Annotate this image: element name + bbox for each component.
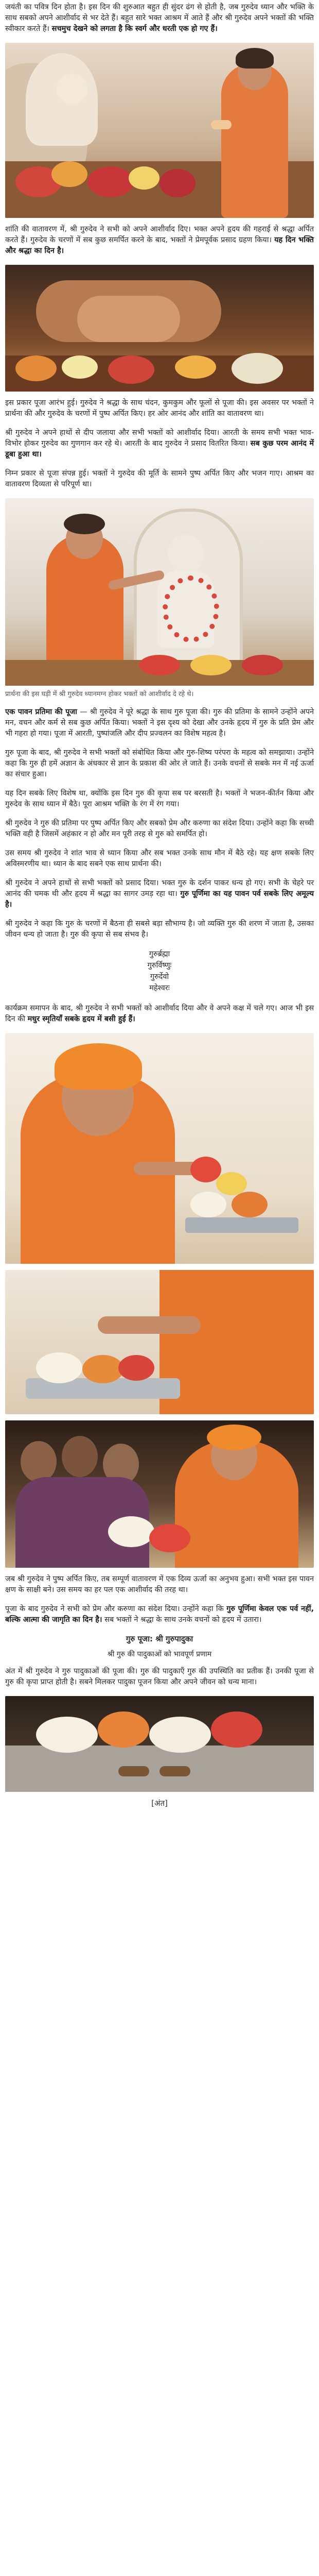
caption-1: प्रार्थना की इस घड़ी में श्री गुरुदेव ध्यानमग्न होकर भक्तों को आशीर्वाद दे रहे थे।: [5, 690, 194, 698]
section-subtitle: श्री गुरु की पादुकाओं को भावपूर्ण प्रणाम: [107, 1650, 212, 1658]
paragraph-2: [5, 398, 314, 419]
paragraph-6: [5, 748, 314, 780]
paragraph-15: [5, 1666, 314, 1688]
para14-text: पूजा के बाद गुरुदेव ने सभी को प्रेम और करुणा का संदेश दिया। उन्होंने कहा कि: [5, 1605, 224, 1613]
intro-highlight: सचमुच देखने को लगता है कि स्वर्ग और धरती एक हो गए हैं।: [51, 25, 218, 33]
para4-text: निम्न प्रकार से पूजा संपन्न हुई। भक्तों ने गुरुदेव की मूर्ति के सामने पुष्प अर्पित किए और भजन गाए। आश्रम का वातावरण दिव्यता से परिपूर्ण था।: [5, 469, 314, 488]
para10-highlight: गुरु पूर्णिमा का यह पावन पर्व सबके लिए अमूल्य है।: [5, 890, 314, 909]
para6-text: गुरु पूजा के बाद, श्री गुरुदेव ने सभी भक्तों को संबोधित किया और गुरु-शिष्य परंपरा के महत्व को समझाया। उन्होंने कहा कि गुरु ही हमें अज्ञान के अंधकार से ज्ञान के प्रकाश की ओर ले जाते हैं। उनके वचनों से सबके मन में नई ऊर्जा का संचार हुआ।: [5, 749, 314, 778]
intro-text: जयंती का पवित्र दिन होता है। इस दिन की शुरुआत बहुत ही सुंदर ढंग से होती है, जब गुरुदेव ध्यान और भक्ति के साथ सबको अपने आशीर्वाद से भर देते हैं। बहुत सारे भक्त आश्रम में आते हैं और श्री गुरुदेव अपने भक्तों की भक्ति स्वीकार करते हैं।: [5, 3, 314, 33]
paragraph-1: [5, 224, 314, 257]
para5-text: — श्री गुरुदेव ने पूरे श्रद्धा के साथ गुरु पूजा की। गुरु की प्रतिमा के सामने उन्होंने अपने मन, वचन और कर्म से सब कुछ अर्पित किया। भक्तों ने इस दृश्य को देखा और उनके हृदय में गुरु के प्रति प्रेम और भी गहरा हो गया। पूजा में आरती, पुष्पांजलि और दीप प्रज्वलन का विशेष महत्व है।: [5, 708, 314, 738]
paragraph-8: [5, 818, 314, 840]
para2-text: इस प्रकार पूजा आरंभ हुई। गुरुदेव ने श्रद्धा के साथ चंदन, कुमकुम और फूलों से पूजा की। इस अवसर पर भक्तों ने प्रार्थना की और गुरुदेव के चरणों में पुष्प अर्पित किए। हर ओर आनंद और शांति का वातावरण था।: [5, 399, 314, 418]
para11-text: श्री गुरुदेव ने कहा कि गुरु के चरणों में बैठना ही सबसे बड़ा सौभाग्य है। जो व्यक्ति गुरु की शरण में जाता है, उसका जीवन धन्य हो जाता है। गुरु की कृपा से सब संभव है।: [5, 920, 314, 939]
photo-guru-devotees: [5, 1420, 314, 1568]
poem-block: [5, 948, 314, 994]
intro-paragraph: [5, 2, 314, 35]
para1-highlight: यह दिन भक्ति और श्रद्धा का दिन है।: [5, 236, 314, 255]
paragraph-14: [5, 1604, 314, 1625]
article-footer: [अंत]: [151, 1799, 168, 1808]
para14-highlight: गुरु पूर्णिमा केवल एक पर्व नहीं, बल्कि आत्मा की जागृति का दिन है।: [5, 1605, 314, 1624]
para9-text: उस समय श्री गुरुदेव ने शांत भाव से ध्यान किया और सब भक्त उनके साथ मौन में बैठे रहे। यह क्षण सबके लिए अविस्मरणीय था। ध्यान के बाद सबने एक साथ प्रार्थना की।: [5, 849, 314, 868]
poem-line: महेश्वरः: [149, 984, 170, 992]
photo-hands-flowers: [5, 265, 314, 392]
paragraph-4: [5, 468, 314, 490]
paragraph-7: [5, 788, 314, 810]
para12-highlight: मधुर स्मृतियाँ सबके हृदय में बसी हुई हैं।: [27, 1015, 135, 1023]
para3-text: श्री गुरुदेव ने अपने हाथों से दीप जलाया और सभी भक्तों को आशीर्वाद दिया। आरती के समय सभी भक्त भाव-विभोर होकर गुरुदेव का गुणगान कर रहे थे। आरती के बाद गुरुदेव ने प्रसाद वितरित किया।: [5, 429, 314, 448]
para12-text: कार्यक्रम समापन के बाद, श्री गुरुदेव ने सभी भक्तों को आशीर्वाद दिया और वे अपने कक्ष में चले गए। आज भी इस दिन की: [5, 1004, 314, 1023]
para3-highlight: सब कुछ परम आनंद में डूबा हुआ था।: [5, 439, 314, 459]
article-column: [5, 0, 314, 1808]
section-title: गुरु पूजा: श्री गुरुपादुका: [126, 1634, 193, 1643]
paragraph-9: [5, 848, 314, 870]
paragraph-10: [5, 878, 314, 910]
photo-placing-flowers: [5, 1270, 314, 1414]
section-heading: [5, 1634, 314, 1659]
para8-text: श्री गुरुदेव ने गुरु की प्रतिमा पर पुष्प अर्पित किए और सबको प्रेम और करुणा का संदेश दिया। उन्होंने कहा कि सच्ची भक्ति वही है जिसमें अहंकार न हो और मन पूरी तरह से गुरु को समर्पित हो।: [5, 819, 314, 838]
photo-guru-orange-headwrap: [5, 1033, 314, 1264]
poem-line: गुरुर्विष्णुः: [147, 961, 172, 970]
paragraph-11: [5, 919, 314, 940]
para10-text: श्री गुरुदेव ने अपने हाथों से सभी भक्तों को प्रसाद दिया। भक्त गुरु के दर्शन पाकर धन्य हो गए। सभी के चेहरे पर आनंद की चमक थी और हृदय में श्रद्धा का सागर उमड़ रहा था।: [5, 879, 314, 898]
photo-garlanding-statue: [5, 498, 314, 686]
para13-text: जब श्री गुरुदेव ने पुष्प अर्पित किए, तब सम्पूर्ण वातावरण में एक दिव्य ऊर्जा का अनुभव हुआ। सभी भक्त इस पावन क्षण के साक्षी बने। उस समय का हर पल एक आशीर्वाद की तरह था।: [5, 1575, 314, 1594]
poem-line: गुरुर्ब्रह्मा: [149, 950, 170, 958]
para1-text: शांति की वातावरण में, श्री गुरुदेव ने सभी को अपने आशीर्वाद दिए। भक्त अपने हृदय की गहराई से श्रद्धा अर्पित करते हैं। गुरुदेव के चरणों में सब कुछ समर्पित करने के बाद, भक्तों ने प्रेमपूर्वक प्रसाद ग्रहण किया।: [5, 225, 314, 244]
paragraph-12: [5, 1003, 314, 1025]
paragraph-13: [5, 1574, 314, 1596]
poem-line: गुरुर्देवो: [150, 973, 169, 981]
para14-tail: सब भक्तों ने श्रद्धा के साथ उनके वचनों को हृदय में उतारा।: [104, 1616, 262, 1624]
photo-guru-altar: [5, 43, 314, 218]
para5-lead: एक पावन प्रतिमा की पूजा: [5, 708, 77, 716]
para15-text: अंत में श्री गुरुदेव ने गुरु पादुकाओं की पूजा की। गुरु की पादुकाएँ गुरु की उपस्थिति का प्रतीक हैं। उनकी पूजा से गुरु की कृपा प्राप्त होती है। सबने मिलकर पादुका पूजन किया और अपने जीवन को धन्य माना।: [5, 1667, 314, 1686]
para7-text: यह दिन सबके लिए विशेष था, क्योंकि इस दिन गुरु की कृपा सब पर बरसती है। भक्तों ने भजन-कीर्तन किया और गुरुदेव के साथ ध्यान में बैठे। पूरा आश्रम भक्ति के रंग में रंग गया।: [5, 789, 314, 808]
paragraph-3: [5, 428, 314, 460]
photo-padukas: [5, 1696, 314, 1792]
paragraph-5: [5, 707, 314, 739]
